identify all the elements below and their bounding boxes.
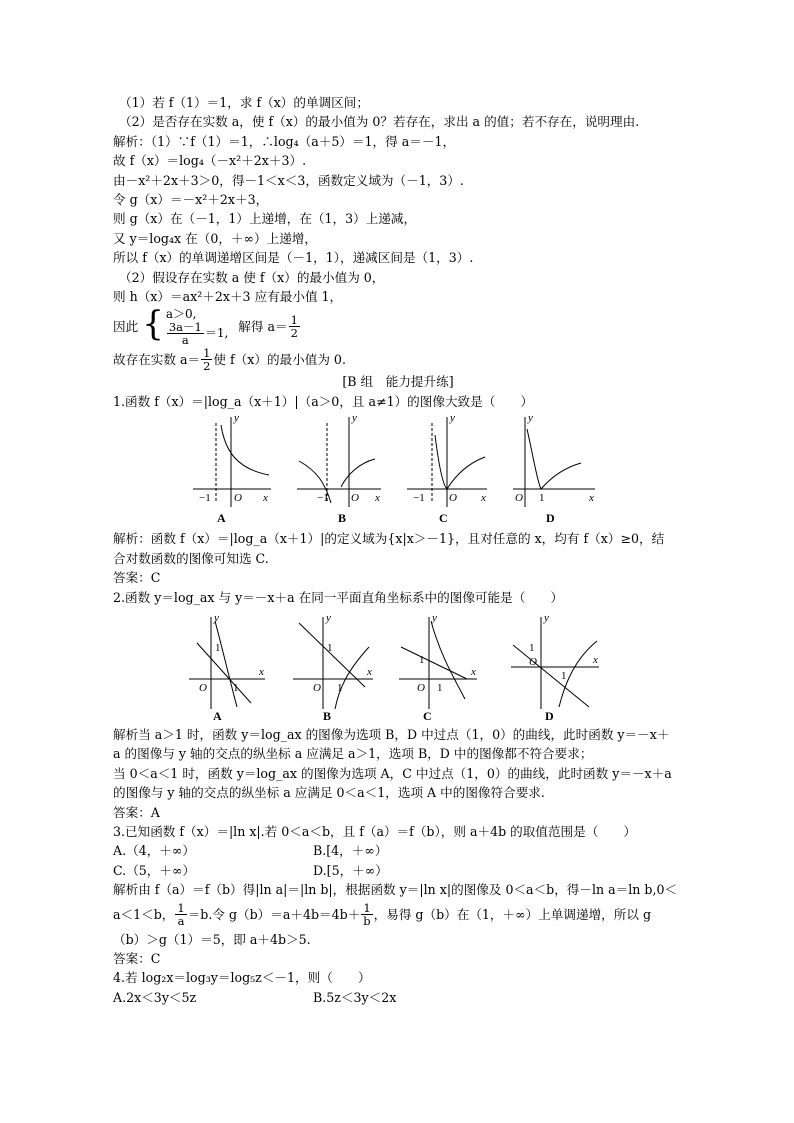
text-line: 令 g（x）＝－x²＋2x＋3， [113,192,269,208]
axis-label-y: y [214,611,219,624]
origin-label: O [417,681,425,694]
option-c: C.（5，＋∞） [113,862,196,878]
tick-label: 1 [539,492,545,505]
denominator: a [177,914,185,929]
options-row [113,861,683,880]
tick-label: 1 [561,669,567,682]
option-b: B.5z＜3y＜2x [313,989,397,1005]
denominator: 2 [203,358,211,373]
text-span: ＝b.令 g（b）＝a＋4b＝4b＋ [187,906,361,922]
numerator: 3a－1 [168,319,202,334]
text-line: 的图像与 y 轴的交点的纵坐标 a 应满足 0＜a＜1，选项 A 中的图像符合要求. [113,785,545,801]
origin-label: O [199,681,207,694]
options-row [113,988,683,1007]
fraction-one-over-a [175,902,186,927]
tick-label: 1 [437,681,443,694]
text-span: 解得 a＝ [238,318,288,334]
option-d: D.[5，＋∞） [313,862,388,878]
question-1-stem: 1.函数 f（x）＝|log_a（x＋1）|（a＞0，且 a≠1）的图像大致是（ ） [113,393,534,409]
option-a: A.（4，＋∞） [113,843,195,859]
tick-label: 1 [233,681,239,694]
tick-label: 1 [327,641,333,654]
text-span: a＜1＜b， [113,906,175,922]
origin-label: O [313,681,321,694]
answer-line: 答案：C [113,570,161,586]
figure-label: A [217,511,226,526]
axis-label-x: x [471,665,476,678]
figure-label: B [323,708,332,723]
text-line: 当 0＜a＜1 时，函数 y＝log_ax 的图像为选项 A，C 中过点（1，0）的曲线，此时函数 y＝－x＋a [113,765,672,781]
numerator: 1 [363,901,371,916]
tick-label: −1 [413,492,425,505]
axis-label-x: x [367,665,372,678]
tick-label: 1 [215,641,221,654]
text-span: 因此 [113,318,139,334]
text-span: ，易得 g（b）在（1，＋∞）上单调递增，所以 g [373,906,652,922]
text-line: 又 y＝log₄x 在（0，＋∞）上递增， [113,230,317,246]
fraction-one-over-b [361,902,372,927]
text-line: （b）＞g（1）＝5，即 a＋4b＞5. [113,931,311,947]
figure-label: C [439,511,448,526]
axis-label-y: y [432,611,437,624]
fraction-half [289,314,300,339]
origin-label: O [449,492,457,505]
condition-stack [166,307,228,346]
axis-label-y: y [352,412,357,425]
question-2-stem: 2.函数 y＝log_ax 与 y＝－x＋a 在同一平面直角坐标系中的图像可能是（ ） [113,589,564,605]
text-line: 由－x²＋2x＋3＞0，得－1＜x＜3，函数定义域为（－1，3）. [113,172,464,188]
tick-label: 1 [419,653,425,666]
text-line: （2）假设存在实数 a 使 f（x）的最小值为 0， [119,269,385,285]
numerator: 1 [177,901,185,916]
tick-label: −1 [199,492,211,505]
denominator: 2 [290,325,298,340]
options-row [113,841,683,860]
tick-label: 1 [337,681,343,694]
origin-label: O [529,655,537,668]
origin-label: O [515,492,523,505]
axis-label-y: y [234,412,239,425]
text-line: 则 h（x）＝ax²＋2x＋3 应有最小值 1， [113,289,343,305]
question-3-stem: 3.已知函数 f（x）＝|ln x|.若 0＜a＜b，且 f（a）＝f（b），则 a＋4b 的取值范围是（ ） [113,823,637,839]
text-line: 解析当 a＞1 时，函数 y＝log_ax 的图像为选项 B，D 中过点（1，0）的曲线，此时函数 y＝－x＋ [113,726,670,742]
q2-graphs [113,607,683,725]
document-page [113,93,683,1007]
figure-label: D [545,708,554,723]
text-line: （2）是否存在实数 a，使 f（x）的最小值为 0？若存在，求出 a 的值；若不存在，说明理由. [119,114,640,130]
text-line: a 的图像与 y 轴的交点的纵坐标 a 应满足 a＞1，选项 B，D 中的图像都不符合要求； [113,746,593,762]
numerator: 1 [203,345,211,360]
denominator: a [181,332,189,347]
text-span: 使 f（x）的最小值为 0. [213,351,346,367]
numerator: 1 [290,312,298,327]
section-title: [B 组 能力提升练] [342,374,454,390]
axis-label-x: x [375,492,380,505]
answer-line: 答案：C [113,950,161,966]
text-line: 故 f（x）＝log₄（－x²＋2x＋3）. [113,153,307,169]
text-line: 则 g（x）在（－1，1）上递增，在（1，3）上递减， [113,211,417,227]
text-line: 所以 f（x）的单调递增区间是（－1，1），递减区间是（1，3）. [113,250,474,266]
figure-label: A [213,708,222,723]
axis-label-x: x [481,492,486,505]
answer-line: 答案：A [113,804,160,820]
axis-label-x: x [593,653,598,666]
figure-label: B [338,511,347,526]
text-span: 故存在实数 a＝ [113,351,201,367]
text-line-with-fractions [113,900,683,930]
condition-1: a＞0, [165,306,197,321]
origin-label: O [234,492,242,505]
axis-label-y: y [528,412,533,425]
option-a: A.2x＜3y＜5z [113,989,197,1005]
text-line: （1）若 f（1）＝1，求 f（x）的单调区间； [119,95,369,110]
axis-label-x: x [263,492,268,505]
fraction-half [201,347,212,372]
conclusion-line [113,346,683,372]
question-4-stem: 4.若 log₂x＝log₃y＝log₅z＜－1，则（ ） [113,970,371,986]
text-line: 解析由 f（a）＝f（b）得|ln a|＝|ln b|，根据函数 y＝|ln x|的图像及 0＜a＜b，得－ln a＝ln b,0＜ [113,882,678,898]
q1-graphs [113,411,683,529]
tick-label: 1 [529,641,535,654]
figure-label: C [423,708,432,723]
axis-label-y: y [544,611,549,624]
text-line: 合对数函数的图像可知选 C. [113,550,269,566]
axis-label-x: x [259,665,264,678]
denominator: b [363,914,371,929]
axis-label-y: y [450,412,455,425]
text-line: 解析：（1）∵f（1）＝1，∴log₄（a＋5）＝1，得 a＝－1， [113,133,456,149]
left-brace-icon: { [142,304,164,345]
origin-label: O [351,492,359,505]
figure-row-q2 [113,607,683,725]
axis-label-y: y [326,611,331,624]
condition-2 [166,321,228,346]
figure-label: D [546,511,555,526]
option-b: B.[4，＋∞） [313,843,388,859]
system-of-conditions [113,306,683,346]
equals-one: ＝1, [204,325,229,340]
fraction [167,321,204,346]
figure-row-q1 [113,411,683,529]
tick-label: −1 [317,492,329,505]
text-line: 解析：函数 f（x）＝|log_a（x＋1）|的定义域为{x|x＞－1}，且对任意的 x，均有 f（x）≥0，结 [113,531,665,547]
axis-label-x: x [589,492,594,505]
